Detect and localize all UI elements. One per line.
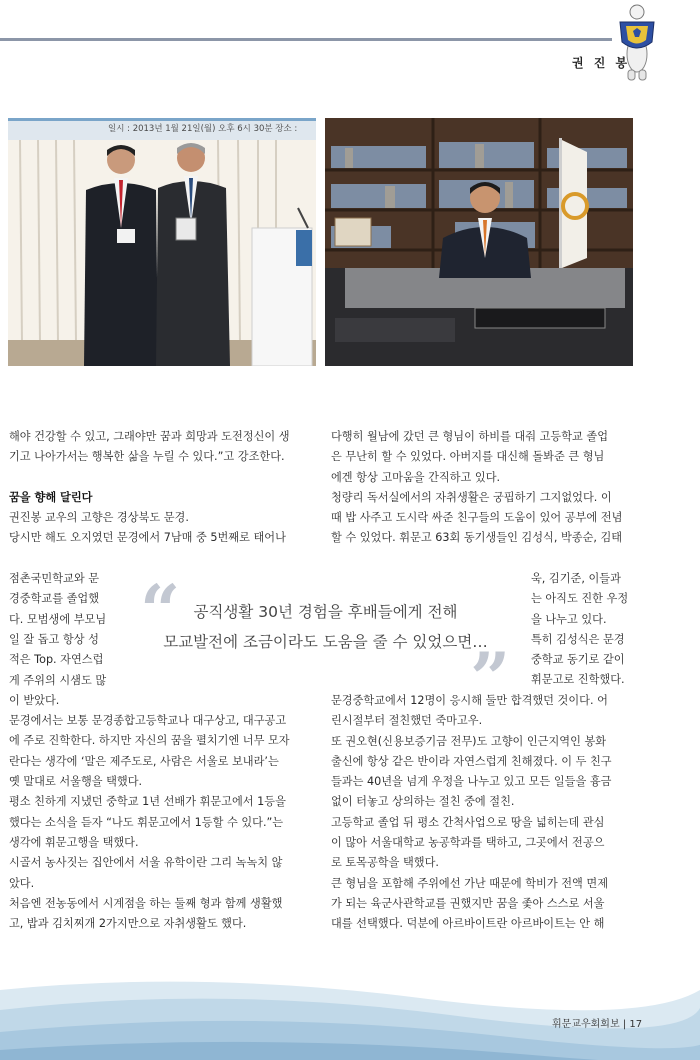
text-line: 중학교 동기로 같이 xyxy=(531,653,625,667)
text-line: 문경중학교에서 12명이 응시해 둘만 합격했던 것이다. 어 xyxy=(331,694,608,707)
text-line: 란다는 생각에 ‘말은 제주도로, 사람은 서울로 보내라’는 xyxy=(9,754,279,768)
text-line: 평소 친하게 지냈던 중학교 1년 선배가 휘문고에서 1등을 xyxy=(9,795,286,809)
text-line: 없이 터놓고 상의하는 절친 중에 절친. xyxy=(331,795,515,809)
text-line: 문경에서는 보통 문경종합고등학교나 대구상고, 대구공고 xyxy=(9,714,287,728)
text-line: 들과는 40년을 넘게 우정을 나누고 있고 모든 일들을 흉금 xyxy=(331,775,612,789)
text-line: 고등학교 졸업 뒤 평소 간척사업으로 땅을 넓히는데 관심 xyxy=(331,815,605,829)
text-line: 처음엔 전농동에서 시계점을 하는 둘째 형과 함께 생활했 xyxy=(9,896,283,910)
office-portrait-photo xyxy=(325,118,633,366)
text-line: 기고 나아가서는 행복한 삶을 누릴 수 있다.”고 강조한다. xyxy=(9,450,285,464)
text-line: 특히 김성식은 문경 xyxy=(531,632,625,646)
quote-close-mark: ” xyxy=(470,637,511,720)
text-line: 대를 선택했다. 덕분에 아르바이트란 아르바이트는 안 해 xyxy=(331,917,605,931)
text-line: 린시절부터 절친했던 죽마고우. xyxy=(331,714,483,728)
right-text-column-top xyxy=(331,427,622,549)
text-line: 고, 밥과 김치찌개 2가지만으로 자취생활도 했다. xyxy=(9,917,247,931)
text-line xyxy=(9,468,290,488)
text-line: 적은 Top. 자연스럽 xyxy=(9,653,104,667)
text-line: 휘문고로 진학했다. xyxy=(531,673,625,687)
text-line: 옛 말대로 서울행을 택했다. xyxy=(9,775,143,789)
text-line: 때 밥 사주고 도시락 싸준 친구들의 도움이 있어 공부에 전념 xyxy=(331,511,623,525)
text-line: 할 수 있었다. 휘문고 63회 동기생들인 김성식, 박종순, 김태 xyxy=(331,531,623,545)
text-line: 로 토목공학을 택했다. xyxy=(331,856,439,870)
text-line: 에 주로 진학한다. 하지만 자신의 꿈을 펼치기엔 너무 모자 xyxy=(9,734,290,748)
text-line: 권진봉 교우의 고향은 경상북도 문경. xyxy=(9,511,189,525)
text-line: 청량리 독서실에서의 자취생활은 궁핍하기 그지없었다. 이 xyxy=(331,490,612,504)
text-line: 가 되는 육군사관학교를 권했지만 꿈을 좇아 스스로 서울 xyxy=(331,896,605,910)
text-line: 에겐 항상 고마움을 간직하고 있다. xyxy=(331,470,501,484)
author-name-label: 권 진 봉 xyxy=(572,56,631,70)
text-line: 출신에 항상 같은 반이라 자연스럽게 친해졌다. 이 두 친구 xyxy=(331,754,612,768)
text-line xyxy=(9,549,290,569)
text-line: 을 나누고 있다. xyxy=(531,612,607,626)
text-line: 시골서 농사짓는 집안에서 서울 유학이란 그리 녹녹치 않 xyxy=(9,856,283,870)
event-banner-text: 일시 : 2013년 1월 21일(월) 오후 6시 30분 장소 : xyxy=(108,124,298,134)
left-text-column xyxy=(9,427,290,934)
text-line: 큰 형님을 포함해 주위에선 가난 때문에 학비가 전액 면제 xyxy=(331,876,609,890)
pull-quote xyxy=(128,597,523,657)
text-line: 았다. xyxy=(9,876,35,890)
text-line: 일 잘 돕고 항상 성 xyxy=(9,632,99,646)
right-text-column-narrow xyxy=(531,569,628,691)
text-line: 했다는 소식을 듣자 “나도 휘문고에서 1등할 수 있다.”는 xyxy=(9,815,284,829)
header-rule xyxy=(0,38,612,41)
text-line: 당시만 해도 오지였던 문경에서 7남매 중 5번째로 태어나 xyxy=(9,531,286,545)
pull-quote-line-1: 공직생활 30년 경험을 후배들에게 전해 xyxy=(193,603,458,621)
text-line: 경중학교를 졸업했 xyxy=(9,592,100,606)
text-line: 점촌국민학교와 문 xyxy=(9,572,100,586)
award-ceremony-photo xyxy=(8,118,316,366)
text-line: 꿈을 향해 달린다 xyxy=(9,490,93,504)
text-line: 또 권오현(신용보증기금 전무)도 고향이 인근지역인 봉화 xyxy=(331,734,607,748)
text-line: 다행히 월남에 갔던 큰 형님이 하비를 대줘 고등학교 졸업 xyxy=(331,430,609,443)
text-line: 이 받았다. xyxy=(9,693,60,707)
text-line: 이 많아 서울대학교 농공학과를 택하고, 그곳에서 전공으 xyxy=(331,836,605,850)
text-line: 욱, 김기준, 이들과 xyxy=(531,572,621,585)
text-line: 다. 모범생에 부모님 xyxy=(9,612,107,626)
pull-quote-line-2: 모교발전에 조금이라도 도움을 줄 수 있었으면… xyxy=(163,633,488,651)
text-line: 해야 건강할 수 있고, 그래야만 꿈과 희망과 도전정신이 생 xyxy=(9,430,290,443)
right-text-column-bottom xyxy=(331,691,612,935)
text-line: 게 주위의 시샘도 많 xyxy=(9,673,107,687)
text-line: 생각에 휘문고행을 택했다. xyxy=(9,835,139,849)
quote-open-mark: “ xyxy=(140,569,181,652)
page-footer: 휘문교우회회보 | 17 xyxy=(552,1019,643,1030)
text-line: 는 아직도 진한 우정 xyxy=(531,592,629,606)
text-line: 은 무난히 할 수 있었다. 아버지를 대신해 돌봐준 큰 형님 xyxy=(331,450,605,464)
